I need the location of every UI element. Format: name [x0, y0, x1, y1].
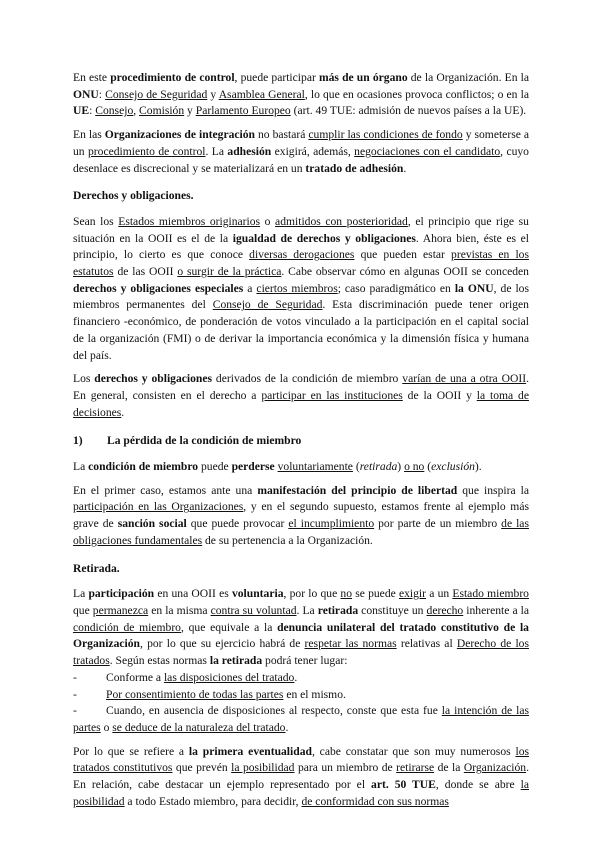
- paragraph-procedimiento-control: En este procedimiento de control, puede participar más de un órgano de la Organización. En la ONU: Consejo de Seguridad y Asamblea General, lo que en ocasiones provoca conflictos; o en la UE: Consejo, Comisión y Parlamento Europeo (art. 49 TUE: admisión de nuevos países a la UE).: [73, 71, 530, 118]
- document-page: [73, 70, 529, 810]
- paragraph-derechos-miembro: Los derechos y obligaciones derivados de la condición de miembro varían de una a otra OOII. En general, consisten en el derecho a participar en las instituciones de la OOII y la toma de decisiones.: [73, 372, 529, 419]
- paragraph-organizaciones-integracion: En las Organizaciones de integración no bastará cumplir las condiciones de fondo y someterse a un procedimiento de control. La adhesión exigirá, además, negociaciones con el candidato, cuyo desenlace es discrecional y se materializará en un tratado de adhesión.: [73, 128, 529, 175]
- section-title: La pérdida de la condición de miembro: [107, 434, 302, 448]
- list-item: - Conforme a las disposiciones del tratado.: [73, 670, 298, 684]
- paragraph-participacion-voluntaria: La participación en una OOII es voluntaria, por lo que no se puede exigir a un Estado miembro que permanezca en la misma contra su voluntad. La retirada constituye un derecho inherente a la condición de miembro, que equivale a la denuncia unilateral del tratado constitutivo de la Organización, por lo que su ejercicio habrá de respetar las normas relativas al Derecho de los tratados. Según estas normas la retirada podrá tener lugar:: [73, 587, 530, 668]
- paragraph-primera-eventualidad: Por lo que se refiere a la primera eventualidad, cabe constatar que son muy numerosos los tratados constitutivos que prevén la posibilidad para un miembro de retirarse de la Organización. En relación, cabe destacar un ejemplo representado por el art. 50 TUE, donde se abre la posibilidad a todo Estado miembro, para decidir, de conformidad con sus normas: [73, 744, 530, 808]
- list-item: - Por consentimiento de todas las partes en el mismo.: [73, 687, 346, 701]
- paragraph-principio-libertad: En el primer caso, estamos ante una manifestación del principio de libertad que inspira la participación en las Organizaciones, y en el segundo supuesto, estamos frente al ejemplo más grave de sanción social que puede provocar el incumplimiento por parte de un miembro de las obligaciones fundamentales de su pertenencia a la Organización.: [73, 483, 530, 547]
- heading-perdida-condicion: [73, 433, 529, 450]
- paragraph-igualdad-derechos: Sean los Estados miembros originarios o admitidos con posterioridad, el principio que rige su situación en la OOII es el de la igualdad de derechos y obligaciones. Ahora bien, éste es el principio, lo cierto es que conoce diversas derogaciones que pueden estar previstas en los estatutos de las OOII o surgir de la práctica. Cabe observar cómo en algunas OOII se conceden derechos y obligaciones especiales a ciertos miembros; caso paradigmático en la ONU, de los miembros permanentes del Consejo de Seguridad. Esta discriminación puede tener origen financiero -económico, de ponderación de votos vinculado a la participación en el capital social de la organización (FMI) o de derivar la importancia económica y la dimensión física y humana del país.: [73, 214, 529, 362]
- heading-retirada: Retirada.: [73, 561, 120, 575]
- section-number: 1): [73, 434, 83, 448]
- list-item: - Cuando, en ausencia de disposiciones al respecto, conste que esta fue la intención de las partes o se deduce de la naturaleza del tratado.: [73, 704, 529, 734]
- paragraph-condicion-miembro: La condición de miembro puede perderse voluntariamente (retirada) o no (exclusión).: [73, 460, 482, 474]
- heading-derechos-obligaciones: Derechos y obligaciones.: [73, 189, 194, 203]
